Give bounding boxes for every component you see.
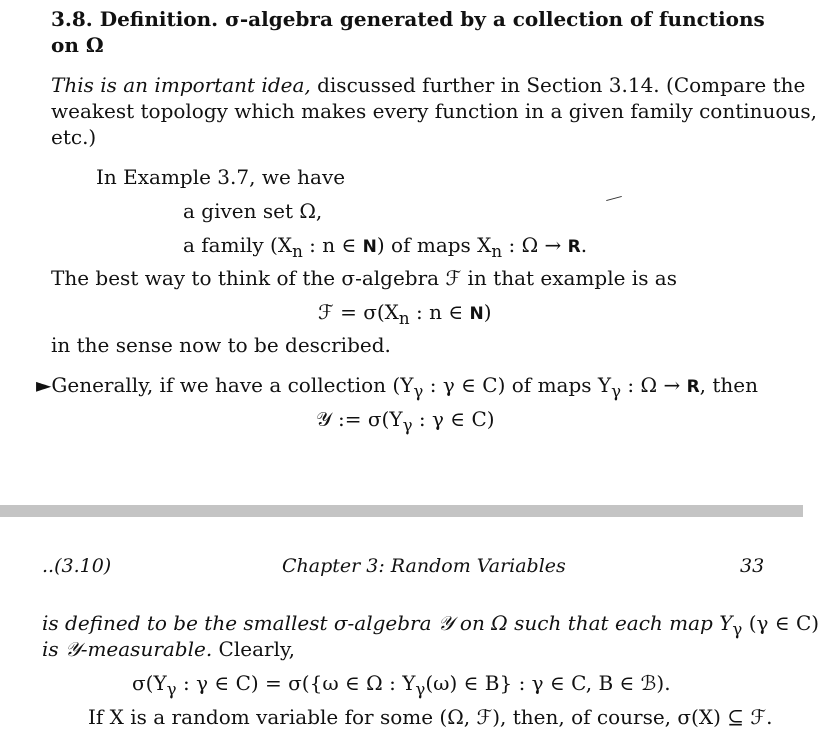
item2-sub2: n (491, 242, 503, 261)
page-number: 33 (740, 555, 765, 577)
eq1-sub: n (398, 309, 410, 328)
eq2-sub: γ (402, 416, 413, 435)
equation-number-header: ..(3.10) (42, 555, 112, 577)
para1-line2: weakest topology which makes every function in a given family continuous, (51, 99, 817, 123)
generally-end: , then (699, 373, 759, 397)
stray-pen-mark (606, 196, 622, 201)
bottom-line2 (42, 637, 295, 661)
item-given-set: a given set Ω, (183, 199, 323, 223)
item2-reals: R (567, 237, 581, 257)
best-way-line: The best way to think of the σ-algebra ℱ in that example is as (51, 266, 677, 290)
page-divider (0, 505, 803, 517)
equation-2 (316, 407, 495, 438)
eq1-naturals: N (469, 304, 484, 324)
generally-pre: Generally, if we have a collection (Y (51, 373, 414, 397)
eq3-mid: : γ ∈ C) = σ({ω ∈ Ω : Y (176, 671, 416, 695)
equation-1 (318, 300, 492, 331)
bottom-page (0, 517, 819, 736)
item2-end: . (580, 233, 588, 257)
example-intro: In Example 3.7, we have (96, 165, 346, 189)
chapter-title-header: Chapter 3: Random Variables (282, 555, 566, 577)
line2-rest: Clearly, (212, 637, 295, 661)
eq1-mid: : n ∈ (409, 300, 470, 324)
equation-3 (132, 671, 671, 702)
item-family (183, 233, 587, 264)
triangle-marker-icon: ► (36, 373, 52, 397)
eq3-sub: γ (166, 680, 177, 699)
bottom-last-line: If X is a random variable for some (Ω, ℱ), then, of course, σ(X) ⊆ ℱ. (88, 705, 773, 729)
generally-sub: γ (413, 382, 424, 401)
eq1-end: ) (483, 300, 492, 324)
item2-mid: : n ∈ (302, 233, 363, 257)
generally-sub2: γ (611, 382, 622, 401)
line1-end: (γ ∈ C) (742, 611, 819, 635)
generally-line (36, 373, 758, 404)
para1-rest: discussed further in Section 3.14. (Compare the (310, 73, 806, 97)
item2-sub: n (292, 242, 303, 261)
eq3-pre: σ(Y (132, 671, 167, 695)
generally-mid2: : Ω → (621, 373, 687, 397)
sense-line: in the sense now to be described. (51, 333, 391, 357)
para1-italic: This is an important idea, (51, 73, 311, 97)
para1-line3: etc.) (51, 125, 97, 149)
eq3-sub2: γ (415, 680, 426, 699)
definition-heading-line2: on Ω (51, 33, 104, 57)
eq2-end: : γ ∈ C) (412, 407, 495, 431)
generally-mid: : γ ∈ C) of maps Y (423, 373, 612, 397)
item2-post1: ) of maps X (376, 233, 492, 257)
item2-pre: a family (X (183, 233, 293, 257)
definition-heading-line1: 3.8. Definition. σ-algebra generated by a collection of functions (51, 7, 765, 31)
item2-naturals: N (362, 237, 377, 257)
item2-post2: : Ω → (502, 233, 568, 257)
eq3-end: (ω) ∈ B} : γ ∈ C, B ∈ ℬ). (425, 671, 671, 695)
line2-italic: is 𝒴-measurable. (42, 637, 213, 661)
para1-line1 (51, 73, 805, 97)
eq1-pre: ℱ = σ(X (318, 300, 399, 324)
generally-reals: R (686, 377, 700, 397)
eq2-pre: 𝒴 := σ(Y (316, 407, 403, 431)
line1-italic: is defined to be the smallest σ-algebra 𝒴 on Ω such that each map Y (42, 611, 733, 635)
line1-sub: γ (732, 620, 743, 639)
